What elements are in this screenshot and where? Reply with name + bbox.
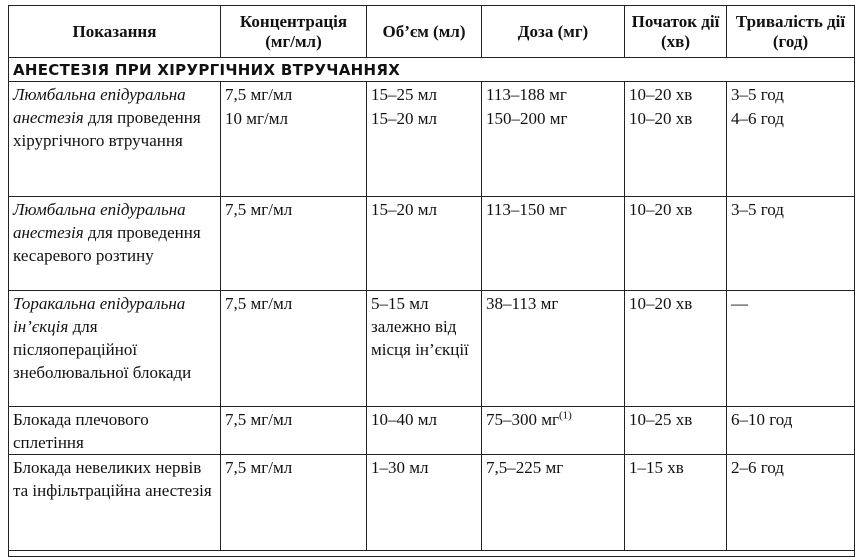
- indication-cell: Блокада плечового сплетіння: [9, 406, 221, 454]
- volume-cell: 10–40 мл: [367, 406, 482, 454]
- onset-cell: 10–25 хв: [625, 406, 727, 454]
- dose-cell: 38–113 мг: [482, 290, 625, 406]
- volume-cell: 15–20 мл: [367, 196, 482, 290]
- indication-cell: Блокада невеликих нервів та інфільтраційна анестезія: [9, 454, 221, 550]
- duration-cell: 6–10 год: [727, 406, 855, 454]
- header-volume: Об’єм (мл): [367, 6, 482, 58]
- duration-cell: 4–6 год: [727, 106, 855, 196]
- dosage-table: [8, 5, 855, 557]
- onset-cell: 10–20 хв: [625, 106, 727, 196]
- indication-italic: Торакальна епідуральна ін’єкція: [13, 293, 186, 336]
- header-indication: Показання: [9, 6, 221, 58]
- dose-cell: 150–200 мг: [482, 106, 625, 196]
- dose-cell: 113–188 мг: [482, 82, 625, 107]
- table-row: [9, 406, 855, 454]
- dose-cell: [482, 406, 625, 454]
- indication-rest: для проведення хірургічного втручання: [13, 108, 201, 150]
- indication-cell: [9, 196, 221, 290]
- onset-cell: 10–20 хв: [625, 82, 727, 107]
- section-row: [9, 58, 855, 82]
- volume-cell: 15–25 мл: [367, 82, 482, 107]
- table-row: [9, 82, 855, 107]
- indication-cell: [9, 82, 221, 197]
- table-tail: [9, 550, 855, 556]
- duration-cell: 2–6 год: [727, 454, 855, 550]
- concentration-cell: 7,5 мг/мл: [221, 196, 367, 290]
- dose-value: 75–300 мг: [486, 409, 559, 429]
- volume-cell: 5–15 мл залежно від місця ін’єкції: [367, 290, 482, 406]
- onset-cell: 1–15 хв: [625, 454, 727, 550]
- onset-cell: 10–20 хв: [625, 196, 727, 290]
- table-row: [9, 290, 855, 406]
- header-duration: Тривалість дії (год): [727, 6, 855, 58]
- volume-cell: 1–30 мл: [367, 454, 482, 550]
- indication-italic: Люмбальна епідуральна анестезія: [13, 85, 186, 127]
- concentration-cell: 7,5 мг/мл: [221, 290, 367, 406]
- concentration-cell: 10 мг/мл: [221, 106, 367, 196]
- header-row: [9, 6, 855, 58]
- concentration-cell: 7,5 мг/мл: [221, 82, 367, 107]
- dose-cell: 7,5–225 мг: [482, 454, 625, 550]
- indication-rest: для проведення кесаревого розтину: [13, 222, 201, 265]
- table-row: [9, 454, 855, 550]
- table-tail-row: [9, 550, 855, 556]
- header-onset: Початок дії (хв): [625, 6, 727, 58]
- header-concentration: Концентрація (мг/мл): [221, 6, 367, 58]
- dose-footnote-mark: (1): [558, 408, 572, 421]
- section-title: АНЕСТЕЗІЯ ПРИ ХІРУРГІЧНИХ ВТРУЧАННЯХ: [9, 58, 855, 82]
- dose-cell: 113–150 мг: [482, 196, 625, 290]
- duration-cell: 3–5 год: [727, 196, 855, 290]
- header-dose: Доза (мг): [482, 6, 625, 58]
- indication-italic: Люмбальна епідуральна анестезія: [13, 199, 186, 242]
- table-row: [9, 196, 855, 290]
- indication-cell: [9, 290, 221, 406]
- onset-cell: 10–20 хв: [625, 290, 727, 406]
- concentration-cell: 7,5 мг/мл: [221, 454, 367, 550]
- indication-rest: для післяопераційної знеболювальної блокади: [13, 316, 192, 382]
- volume-cell: 15–20 мл: [367, 106, 482, 196]
- concentration-cell: 7,5 мг/мл: [221, 406, 367, 454]
- duration-cell: —: [727, 290, 855, 406]
- duration-cell: 3–5 год: [727, 82, 855, 107]
